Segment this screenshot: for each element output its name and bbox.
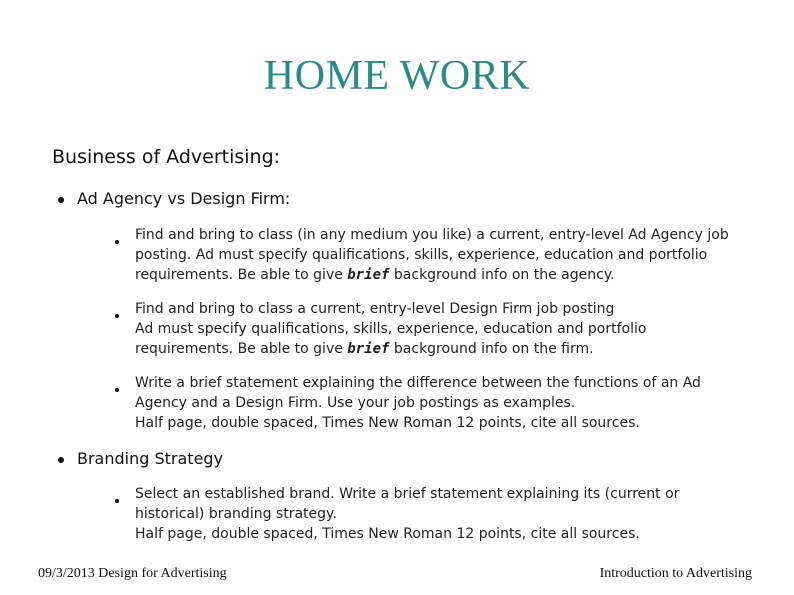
emphasis-brief: brief xyxy=(347,341,390,357)
section-label-branding: Branding Strategy xyxy=(77,449,224,468)
item-line xyxy=(135,339,755,359)
sub-bullet-marker xyxy=(115,240,119,244)
item-text: background info on the agency. xyxy=(389,267,615,283)
item-line: Select an established brand. Write a brief statement explaining its (current or xyxy=(135,486,680,502)
item-line: Ad must specify qualifications, skills, experience, education and portfolio xyxy=(135,321,647,337)
list-item-branding-statement xyxy=(135,484,755,544)
item-text: requirements. Be able to give xyxy=(135,267,348,283)
item-line: Agency and a Design Firm. Use your job postings as examples. xyxy=(135,395,576,411)
sub-bullet-marker xyxy=(115,499,119,503)
list-item-agency-job xyxy=(135,225,755,285)
footer-right: Introduction to Advertising xyxy=(599,566,752,581)
item-line xyxy=(135,265,755,285)
item-line: Half page, double spaced, Times New Roman 12 points, cite all sources. xyxy=(135,415,640,431)
item-text: requirements. Be able to give xyxy=(135,341,348,357)
sub-bullet-marker xyxy=(115,388,119,392)
list-item-brief-statement xyxy=(135,373,755,433)
item-line: historical) branding strategy. xyxy=(135,506,337,522)
bullet-marker xyxy=(58,457,64,463)
slide-title: HOME WORK xyxy=(263,53,531,99)
item-line: Write a brief statement explaining the difference between the functions of an Ad xyxy=(135,375,701,391)
sub-bullet-marker xyxy=(115,314,119,318)
emphasis-brief: brief xyxy=(347,267,390,283)
item-line: posting. Ad must specify qualifications, skills, experience, education and portfolio xyxy=(135,247,708,263)
item-text: background info on the firm. xyxy=(389,341,594,357)
item-line: Find and bring to class (in any medium you like) a current, entry-level Ad Agency job xyxy=(135,227,729,243)
item-line: Half page, double spaced, Times New Roman 12 points, cite all sources. xyxy=(135,526,640,542)
bullet-marker xyxy=(58,197,64,203)
section-label-ad-agency: Ad Agency vs Design Firm: xyxy=(77,189,291,208)
list-item-design-firm-job xyxy=(135,299,755,359)
footer-left: 09/3/2013 Design for Advertising xyxy=(38,566,227,581)
section-heading: Business of Advertising: xyxy=(52,146,281,168)
item-line: Find and bring to class a current, entry-level Design Firm job posting xyxy=(135,301,615,317)
